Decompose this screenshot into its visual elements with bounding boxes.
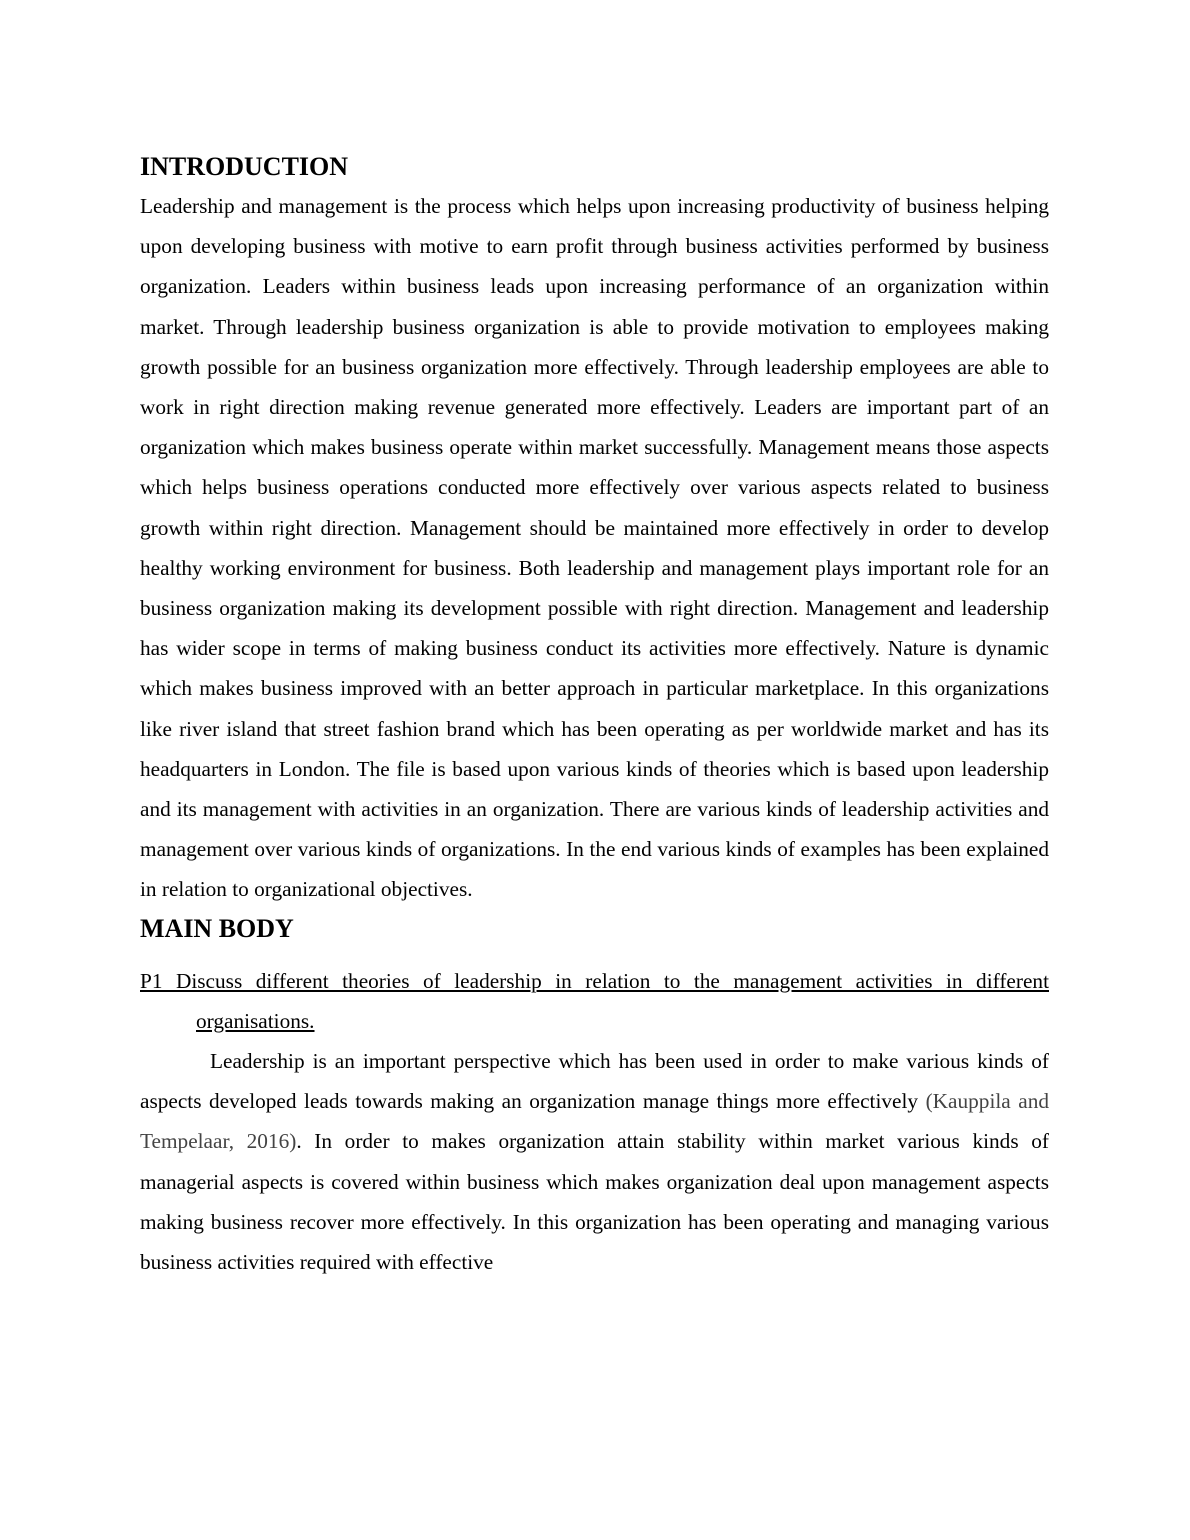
introduction-heading: INTRODUCTION	[140, 152, 349, 181]
document-page	[140, 148, 1049, 1282]
introduction-paragraph: Leadership and management is the process which helps upon increasing productivity of business helping upon developing business with motive to earn profit through business activities performed by business organization. Leaders within business leads upon increasing performance of an organization within market. Through leadership business organization is able to provide motivation to employees making growth possible for an business organization more effectively. Through leadership employees are able to work in right direction making revenue generated more effectively. Leaders are important part of an organization which makes business operate within market successfully. Management means those aspects which helps business operations conducted more effectively over various aspects related to business growth within right direction. Management should be maintained more effectively in order to develop healthy working environment for business. Both leadership and management plays important role for an business organization making its development possible with right direction. Management and leadership has wider scope in terms of making business conduct its activities more effectively. Nature is dynamic which makes business improved with an better approach in particular marketplace. In this organizations like river island that street fashion brand which has been operating as per worldwide market and has its headquarters in London. The file is based upon various kinds of theories which is based upon leadership and its management with activities in an organization. There are various kinds of leadership activities and management over various kinds of organizations. In the end various kinds of examples has been explained in relation to organizational objectives.	[140, 194, 1049, 902]
p1-paragraph	[140, 1041, 1049, 1282]
main-body-heading: MAIN BODY	[140, 913, 294, 943]
citation-kauppila-tempelaar: (Kauppila and Tempelaar, 2016)	[140, 1089, 1049, 1154]
p1-task-heading: P1 Discuss different theories of leadership in relation to the management activities in different organisations.	[140, 968, 1049, 1033]
p1-text-after-citation: . In order to makes organization attain stability within market various kinds of managerial aspects is covered within business which makes organization deal upon management aspects making business recover more effectively. In this organization has been operating and managing various business activities required with effective	[140, 1129, 1049, 1275]
p1-text-before-citation: Leadership is an important perspective which has been used in order to make various kinds of aspects developed leads towards making an organization manage things more effectively	[140, 1049, 1049, 1114]
